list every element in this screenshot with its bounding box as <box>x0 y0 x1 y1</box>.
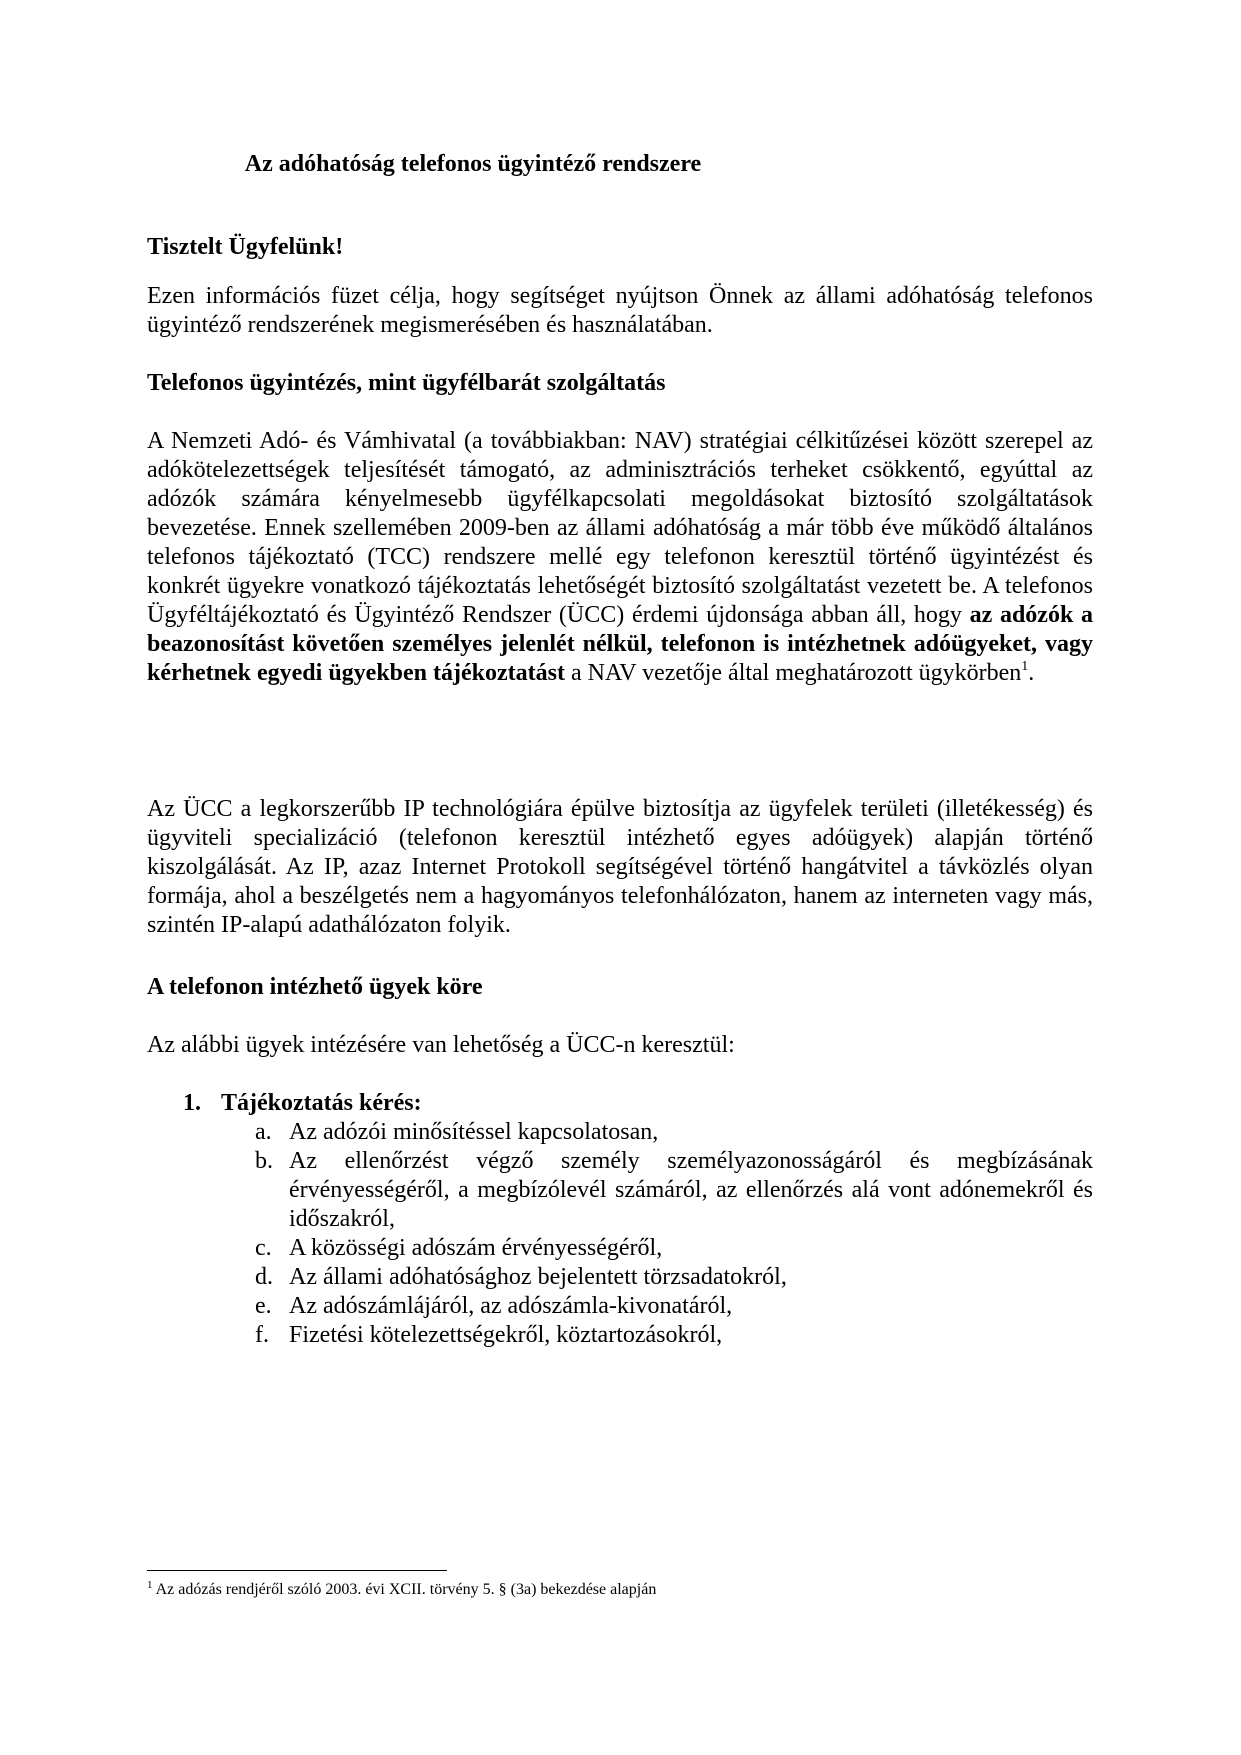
sub-list-item <box>147 1263 1093 1292</box>
footnote-text: Az adózás rendjéről szóló 2003. évi XCII. törvény 5. § (3a) bekezdése alapján <box>152 1581 657 1598</box>
list-item-tajekoztatas <box>147 1089 1093 1350</box>
footnote <box>147 1580 656 1600</box>
sub-list-letter: b. <box>255 1148 273 1174</box>
paragraph-text-end: a NAV vezetője által meghatározott ügykörben <box>564 660 1022 686</box>
section-heading-telefonos-ugyintezes: Telefonos ügyintézés, mint ügyfélbarát szolgáltatás <box>147 370 666 396</box>
sub-list-text: Fizetési kötelezettségekről, köztartozásokról, <box>289 1322 723 1348</box>
list-label: Tájékoztatás kérés: <box>221 1090 422 1116</box>
footnote-number: 1 <box>147 1579 153 1591</box>
sub-list-text: Az ellenőrzést végző személy személyazonosságáról és megbízásának érvényességéről, a megbízólevél számáról, az ellenőrzés alá vont adónemekről és időszakról, <box>289 1148 1093 1232</box>
greeting: Tisztelt Ügyfelünk! <box>147 234 344 260</box>
sub-list-item <box>147 1118 1093 1147</box>
sub-list-letter: f. <box>255 1322 269 1348</box>
sub-list-text: Az állami adóhatósághoz bejelentett törzsadatokról, <box>289 1264 787 1290</box>
sub-list-item <box>147 1234 1093 1263</box>
sub-list-item <box>147 1292 1093 1321</box>
sub-list-letter: c. <box>255 1235 272 1261</box>
paragraph-period: . <box>1028 660 1035 686</box>
paragraph-ucc-ip: Az ÜCC a legkorszerűbb IP technológiára épülve biztosítja az ügyfelek területi (illetékesség) és ügyviteli specializáció (telefonon keresztül intézhető egyes adóügyek) alapján történő kiszolgálását. Az IP, azaz Internet Protokoll segítségével történő hangátvitel a távközlés olyan formája, ahol a beszélgetés nem a hagyományos telefonhálózaton, hanem az interneten vagy más, szintén IP-alapú adathálózaton folyik. <box>147 796 1093 938</box>
list-intro: Az alábbi ügyek intézésére van lehetőség a ÜCC-n keresztül: <box>147 1032 735 1058</box>
emphasized-text: az adózók a beazonosítást követően személyes jelenlét nélkül, telefonon is intézhetnek adóügyeket, vagy kérhetnek egyedi ügyekben tájékoztatást <box>147 602 1093 686</box>
list-number: 1. <box>183 1090 201 1116</box>
sub-list-letter: d. <box>255 1264 273 1290</box>
sub-list-letter: e. <box>255 1293 272 1319</box>
sub-list-item <box>147 1321 1093 1350</box>
sub-list-letter: a. <box>255 1119 272 1145</box>
intro-paragraph: Ezen információs füzet célja, hogy segítséget nyújtson Önnek az állami adóhatóság telefonos ügyintéző rendszerének megismerésében és használatában. <box>147 283 1093 338</box>
document-title: Az adóhatóság telefonos ügyintéző rendszere <box>244 151 702 177</box>
paragraph-text: A Nemzeti Adó- és Vámhivatal (a továbbiakban: NAV) stratégiai célkitűzései között szerepel az adókötelezettségek teljesítését támogató, az adminisztrációs terheket csökkentő, egyúttal az adózók számára kényelmesebb ügyfélkapcsolati megoldásokat biztosító szolgáltatások bevezetése. Ennek szellemében 2009-ben az állami adóhatóság a már több éve működő általános telefonos tájékoztató (TCC) rendszere mellé egy telefonon keresztül történő ügyintézést és konkrét ügyekre vonatkozó tájékoztatás lehetőségét biztosító szolgáltatást vezetett be. A telefonos Ügyféltájékoztató és Ügyintéző Rendszer (ÜCC) érdemi újdonsága abban áll, hogy <box>147 428 1093 628</box>
footnote-separator <box>147 1570 447 1571</box>
sub-list-item <box>147 1147 1093 1234</box>
services-list <box>147 1089 1093 1350</box>
sub-list-text: Az adózói minősítéssel kapcsolatosan, <box>289 1119 659 1145</box>
paragraph-nav-strategy <box>147 427 1093 688</box>
footnote-reference[interactable]: 1 <box>1021 659 1029 674</box>
sub-list-text: Az adószámlájáról, az adószámla-kivonatáról, <box>289 1293 733 1319</box>
sub-list-text: A közösségi adószám érvényességéről, <box>289 1235 663 1261</box>
section-heading-ugyek-kore: A telefonon intézhető ügyek köre <box>147 974 483 1000</box>
